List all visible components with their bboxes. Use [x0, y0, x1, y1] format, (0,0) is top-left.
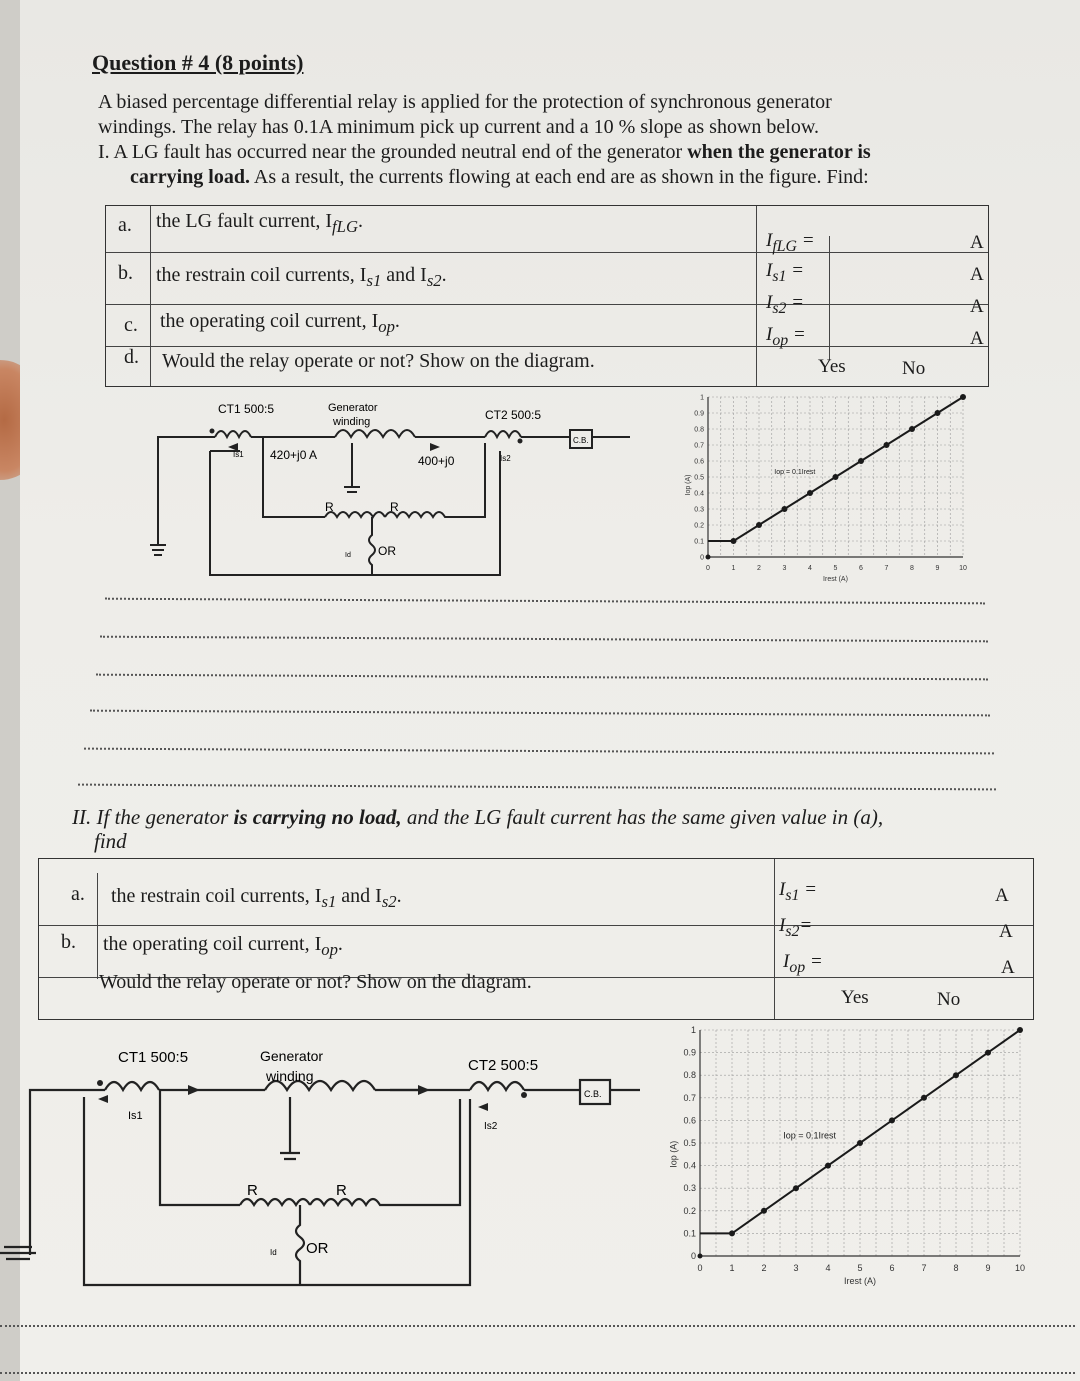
t2-ans-is1: $I_{s1}$ =	[779, 879, 817, 904]
chart1-data-point	[833, 474, 839, 480]
characteristic-chart-2	[648, 1018, 1048, 1303]
t2-unit-2: A	[999, 921, 1013, 942]
part1-statement	[98, 140, 998, 165]
c1-is1: Is1	[233, 450, 244, 459]
chart1-y-tick: 0.9	[694, 410, 704, 418]
chart1-y-tick: 0.5	[694, 474, 704, 482]
t2-no[interactable]: No	[937, 989, 961, 1010]
part2-text-b: is carrying no load,	[233, 805, 402, 829]
t1-key-d: d.	[124, 346, 139, 368]
chart1-data-point	[782, 506, 788, 512]
t2-key-b: b.	[61, 931, 76, 953]
chart1-x-tick: 0	[706, 565, 710, 572]
t2-unit-1: A	[995, 885, 1009, 906]
chart2-annotation: Iop = 0.1Irest	[783, 1130, 836, 1141]
chart2-x-tick: 2	[761, 1263, 767, 1273]
c1-op-small: Id	[345, 552, 351, 559]
circuit-diagram-2	[0, 1035, 640, 1295]
t1-key-c: c.	[124, 314, 138, 336]
chart2-y-tick: 0.5	[683, 1138, 696, 1148]
characteristic-chart-1	[668, 385, 988, 600]
t1-text-d: Would the relay operate or not? Show on the diagram.	[162, 350, 595, 372]
chart1-x-tick: 4	[808, 565, 812, 572]
chart2-data-point	[1017, 1027, 1023, 1033]
intro-line-2: windings. The relay has 0.1A minimum pick up current and a 10 % slope as shown below.	[98, 116, 819, 138]
t2-ans-is2: $I_{s2}=$	[779, 915, 813, 940]
t1-unit-1: A	[970, 232, 984, 253]
chart1-x-label: Irest (A)	[823, 576, 848, 583]
chart2-data-point	[793, 1185, 799, 1191]
chart2-y-tick: 1	[690, 1025, 696, 1035]
t2-ans-iop: $I_{op}$ =	[783, 951, 823, 976]
c1-r2: R	[390, 500, 399, 514]
part1-statement-cont	[98, 165, 998, 190]
c1-current-right: 400+j0	[418, 454, 455, 468]
c2-winding: winding	[266, 1068, 314, 1084]
chart1-x-tick: 2	[757, 565, 761, 572]
chart2-y-tick: 0	[690, 1251, 696, 1261]
chart1-x-tick: 3	[782, 565, 787, 572]
chart2-y-tick: 0.4	[683, 1160, 696, 1171]
chart2-x-tick: 1	[729, 1263, 735, 1273]
t2-unit-3: A	[1001, 957, 1015, 978]
c2-op-small: Id	[270, 1248, 277, 1257]
chart2-y-tick: 0.1	[683, 1228, 696, 1239]
chart2-y-tick: 0.2	[683, 1205, 696, 1216]
t2-text-b: the operating coil current, $I_{op}$.	[103, 933, 343, 959]
part1-text-a: I. A LG fault has occurred near the grounded neutral end of the generator	[98, 141, 688, 163]
c1-generator: Generator	[328, 402, 378, 414]
c2-ct2: CT2 500:5	[468, 1057, 539, 1074]
chart2-y-tick: 0.3	[683, 1183, 696, 1194]
chart2-x-tick: 6	[889, 1263, 895, 1273]
t1-text-a: the LG fault current, $I_{fLG}$.	[156, 210, 363, 236]
t1-text-c: the operating coil current, $I_{op}$.	[160, 310, 400, 336]
chart2-data-point	[985, 1050, 991, 1056]
chart1-y-label: Iop (A)	[684, 474, 692, 496]
part2-statement	[72, 805, 1002, 853]
chart1-y-tick: 0.4	[694, 490, 704, 498]
chart1-y-tick: 0	[700, 554, 704, 562]
t1-key-a: a.	[118, 214, 132, 236]
t2-key-a: a.	[71, 883, 85, 905]
answer-line-7	[0, 1325, 1075, 1327]
chart1-data-point	[884, 442, 890, 448]
t1-unit-4: A	[970, 328, 984, 349]
chart1-x-tick: 5	[833, 565, 838, 572]
t1-ans-iop: $I_{op}$ =	[766, 324, 806, 349]
chart2-x-tick: 0	[697, 1263, 703, 1273]
c2-r2: R	[336, 1182, 347, 1199]
part1-text-b: when the generator is	[687, 141, 871, 163]
chart2-y-tick: 0.6	[683, 1115, 696, 1126]
chart2-x-tick: 3	[793, 1263, 799, 1273]
chart1-x-tick: 10	[959, 565, 967, 572]
c1-r1: R	[325, 500, 334, 514]
chart2-x-tick: 10	[1014, 1263, 1026, 1273]
t1-ans-is2: $I_{s2}$ =	[766, 292, 804, 317]
chart2-origin-point	[698, 1254, 703, 1259]
c2-is1: Is1	[128, 1110, 143, 1122]
t1-unit-3: A	[970, 296, 984, 317]
chart1-y-tick: 0.7	[694, 442, 704, 450]
chart1-data-point	[807, 490, 813, 496]
part1-text-d: As a result, the currents flowing at each end are as shown in the figure. Find:	[250, 166, 869, 188]
chart1-x-tick: 1	[731, 565, 736, 572]
t1-key-b: b.	[118, 262, 133, 284]
c2-r1: R	[247, 1182, 258, 1199]
chart1-y-tick: 0.6	[694, 458, 704, 466]
c1-ct2: CT2 500:5	[485, 408, 542, 422]
t1-no[interactable]: No	[902, 358, 926, 379]
c2-ct1: CT1 500:5	[118, 1049, 189, 1066]
chart2-data-point	[825, 1163, 831, 1169]
chart2-x-label: Irest (A)	[843, 1276, 877, 1286]
chart2-data-point	[729, 1230, 735, 1236]
t1-ans-ifLG: $I_{fLG}$ =	[766, 230, 815, 255]
chart2-x-tick: 4	[825, 1263, 831, 1273]
chart2-y-tick: 0.9	[683, 1047, 696, 1058]
c1-is2: Is2	[500, 454, 511, 463]
c1-winding: winding	[333, 416, 371, 428]
chart1-x-tick: 9	[935, 565, 940, 572]
chart2-y-label: Iop (A)	[668, 1140, 679, 1168]
t1-unit-2: A	[970, 264, 984, 285]
c2-generator: Generator	[260, 1048, 324, 1064]
chart1-data-point	[935, 410, 941, 416]
part2-text-a: II. If the generator	[72, 805, 234, 829]
question-intro	[98, 90, 998, 190]
part2-text-d: find	[94, 829, 127, 853]
t1-ans-is1: $I_{s1}$ =	[766, 260, 804, 285]
chart2-data-point	[921, 1095, 927, 1101]
chart1-data-point	[960, 394, 966, 400]
c2-op: OR	[306, 1240, 329, 1257]
chart1-x-tick: 8	[910, 565, 914, 572]
chart1-data-point	[858, 458, 864, 464]
chart2-x-tick: 9	[985, 1263, 991, 1273]
c2-is2: Is2	[484, 1121, 498, 1132]
answer-line-8	[0, 1372, 1075, 1374]
chart1-data-point	[731, 538, 737, 544]
chart2-x-tick: 5	[857, 1263, 863, 1273]
chart1-x-tick: 7	[884, 565, 889, 572]
c1-cb: C.B.	[573, 436, 589, 445]
t1-yes[interactable]: Yes	[818, 356, 846, 377]
chart2-x-tick: 7	[921, 1263, 927, 1273]
chart1-y-tick: 0.3	[694, 506, 704, 514]
chart1-data-point	[909, 426, 915, 432]
t1-text-b: the restrain coil currents, $I_{s1}$ and $I_{s2}$.	[156, 264, 447, 290]
chart2-y-tick: 0.7	[683, 1092, 696, 1103]
part1-text-c: carrying load.	[130, 166, 250, 188]
c1-ct1: CT1 500:5	[218, 402, 275, 416]
chart1-origin-point	[706, 555, 711, 560]
answer-table-2	[38, 858, 1034, 1020]
t2-text-c: Would the relay operate or not? Show on the diagram.	[99, 971, 532, 993]
chart2-data-point	[889, 1117, 895, 1123]
circuit-diagram-1	[140, 395, 640, 585]
chart2-data-point	[953, 1072, 959, 1078]
chart2-y-tick: 0.8	[683, 1070, 696, 1081]
chart1-annotation: Iop = 0.1Irest	[774, 468, 816, 476]
c1-op: OR	[378, 544, 396, 558]
part2-text-c: and the LG fault current has the same given value in (a),	[401, 805, 884, 829]
intro-line-1: A biased percentage differential relay is applied for the protection of synchronous generator	[98, 91, 832, 113]
chart2-data-point	[761, 1208, 767, 1214]
question-title: Question # 4 (8 points)	[92, 50, 304, 75]
c2-cb: C.B.	[584, 1089, 602, 1099]
chart1-y-tick: 0.2	[694, 522, 704, 530]
answer-table-1	[105, 205, 989, 387]
chart2-x-tick: 8	[953, 1263, 959, 1273]
chart1-x-tick: 6	[859, 565, 863, 572]
c1-current-left: 420+j0 A	[270, 448, 318, 462]
chart1-data-point	[756, 522, 762, 528]
t2-yes[interactable]: Yes	[841, 987, 869, 1008]
chart1-y-tick: 0.8	[694, 426, 704, 434]
chart2-data-point	[857, 1140, 863, 1146]
chart1-y-tick: 1	[700, 394, 704, 402]
chart1-y-tick: 0.1	[694, 538, 704, 546]
t2-text-a: the restrain coil currents, $I_{s1}$ and $I_{s2}$.	[111, 885, 402, 911]
